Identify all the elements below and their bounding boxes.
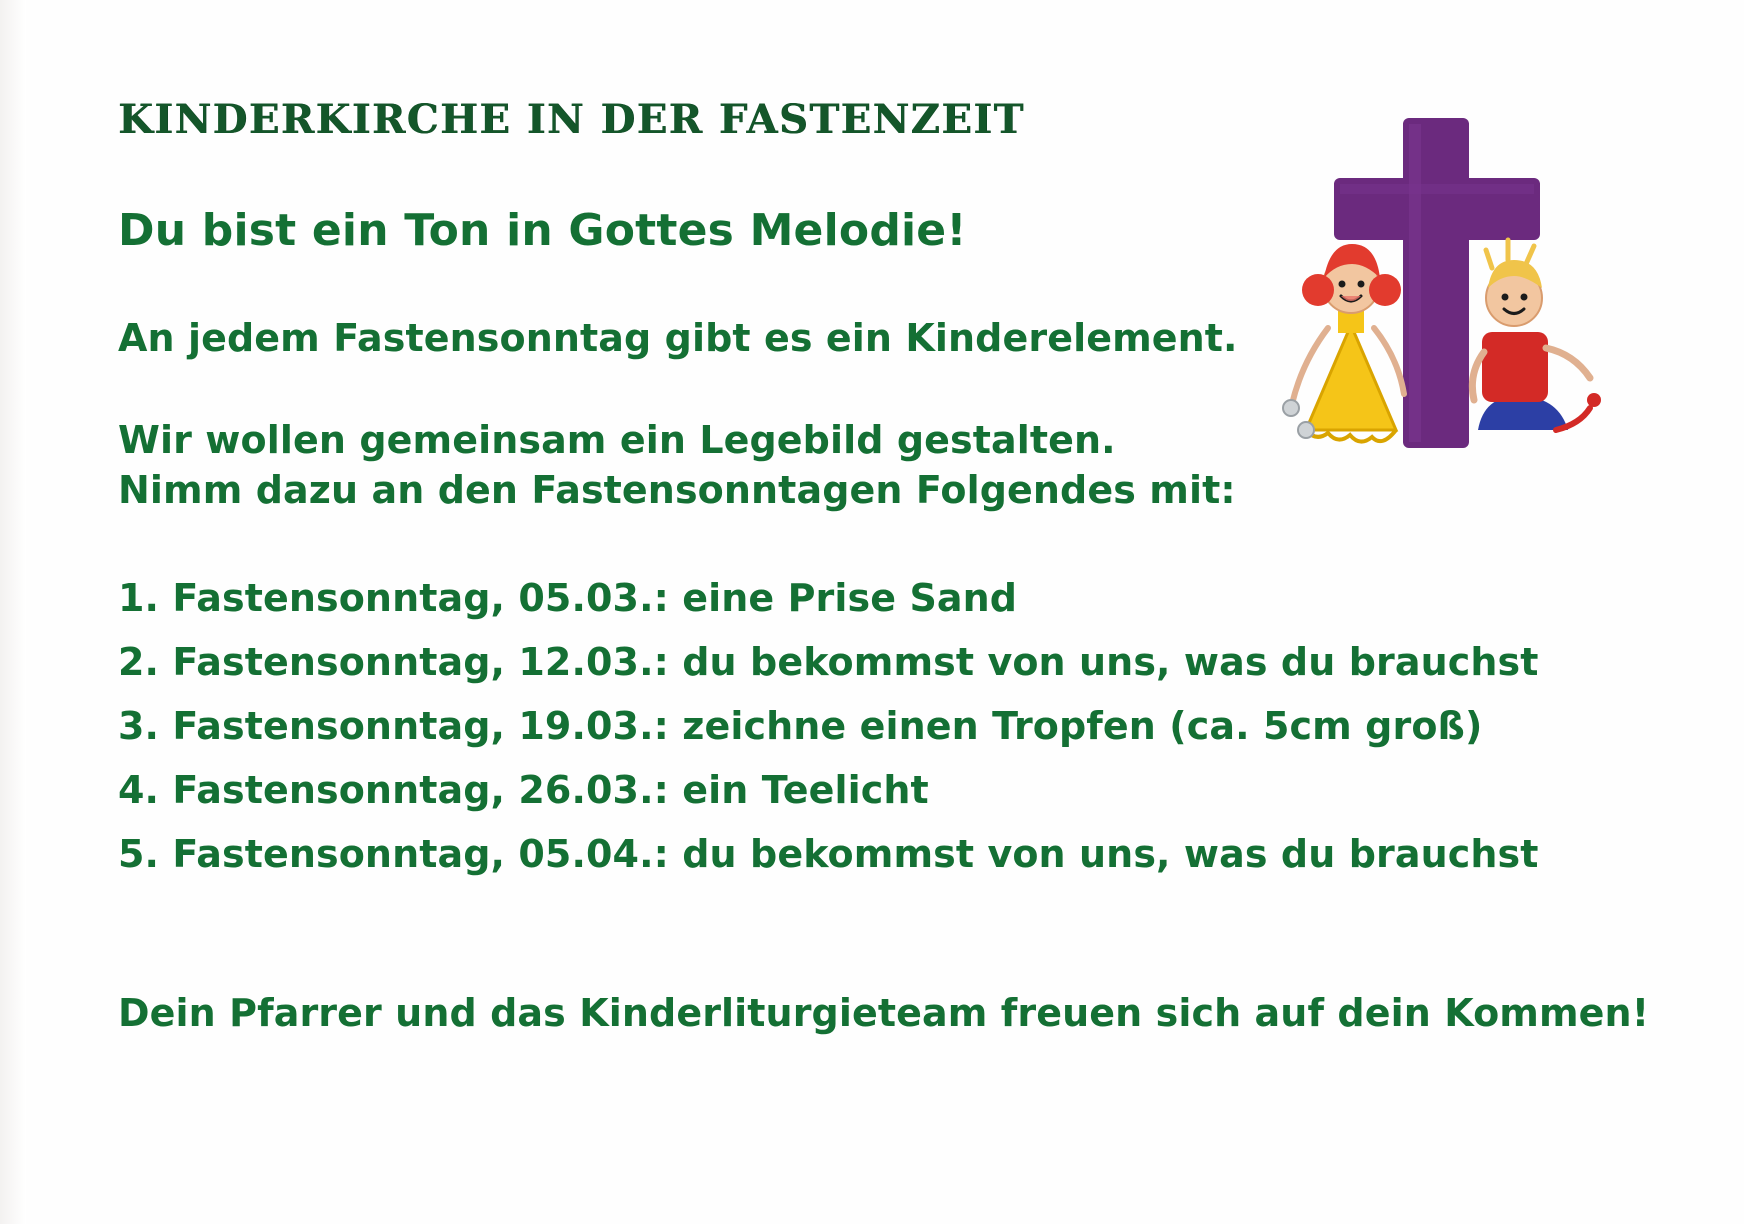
page-title: KINDERKIRCHE IN DER FASTENZEIT [118, 96, 1025, 143]
intro-paragraph: An jedem Fastensonntag gibt es ein Kinderelement. [118, 316, 1238, 360]
boy-figure [1472, 240, 1601, 430]
list-item: 5. Fastensonntag, 05.04.: du bekommst von uns, was du brauchst [118, 832, 1539, 876]
list-item: 2. Fastensonntag, 12.03.: du bekommst von uns, was du brauchst [118, 640, 1539, 684]
girl-figure [1283, 244, 1404, 442]
cross-with-two-children-icon [1246, 100, 1626, 470]
list-item: 4. Fastensonntag, 26.03.: ein Teelicht [118, 768, 929, 812]
closing-line: Dein Pfarrer und das Kinderliturgieteam freuen sich auf dein Kommen! [118, 991, 1650, 1035]
headline: Du bist ein Ton in Gottes Melodie! [118, 205, 967, 256]
list-item: 1. Fastensonntag, 05.03.: eine Prise Sand [118, 576, 1018, 620]
list-item: 3. Fastensonntag, 19.03.: zeichne einen Tropfen (ca. 5cm groß) [118, 704, 1483, 748]
instructions-line-1: Wir wollen gemeinsam ein Legebild gestalten. [118, 418, 1116, 462]
instructions-line-2: Nimm dazu an den Fastensonntagen Folgendes mit: [118, 468, 1236, 512]
sunday-items-list [118, 576, 1638, 876]
